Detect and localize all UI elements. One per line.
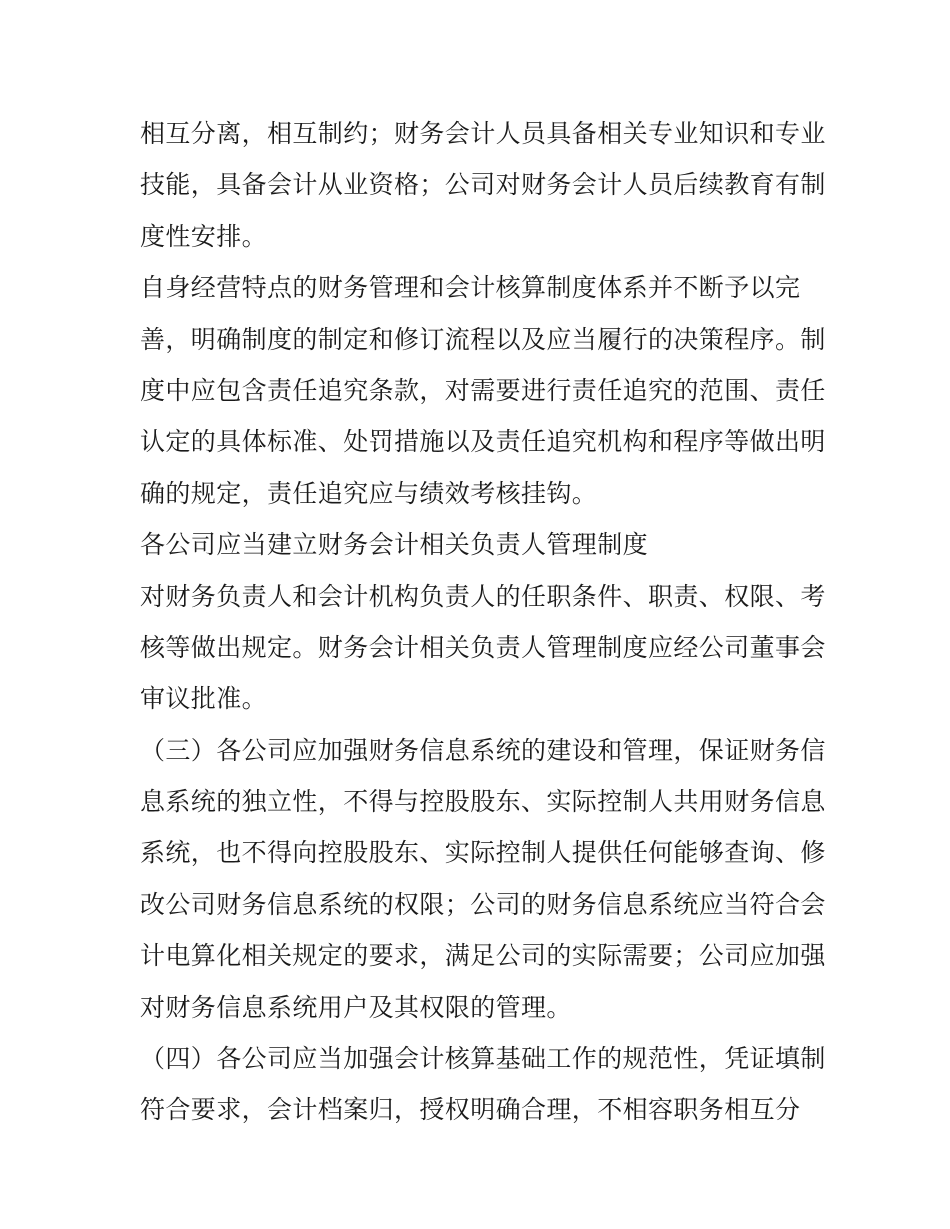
text-line: （三）各公司应加强财务信息系统的建设和管理，保证财务信 (140, 735, 826, 765)
text-line: 计电算化相关规定的要求，满足公司的实际需要；公司应加强 (140, 941, 826, 971)
text-line: 对财务负责人和会计机构负责人的任职条件、职责、权限、考 (140, 581, 826, 611)
text-line: 认定的具体标准、处罚措施以及责任追究机构和程序等做出明 (140, 427, 826, 457)
text-line: 技能，具备会计从业资格；公司对财务会计人员后续教育有制 (140, 170, 826, 200)
text-line: 相互分离，相互制约；财务会计人员具备相关专业知识和专业 (140, 119, 826, 148)
text-line: 核等做出规定。财务会计相关负责人管理制度应经公司董事会 (140, 632, 826, 662)
text-line: 符合要求，会计档案归，授权明确合理，不相容职务相互分 (140, 1095, 801, 1125)
text-line: 系统，也不得向控股股东、实际控制人提供任何能够查询、修 (140, 838, 826, 868)
section-heading: 各公司应当建立财务会计相关负责人管理制度 (140, 530, 649, 560)
text-line: 对财务信息系统用户及其权限的管理。 (140, 992, 572, 1022)
text-line: 度性安排。 (140, 221, 268, 251)
document-body (140, 108, 830, 1136)
text-line: （四）各公司应当加强会计核算基础工作的规范性，凭证填制 (140, 1044, 826, 1074)
text-line: 善，明确制度的制定和修订流程以及应当履行的决策程序。制 (140, 324, 826, 354)
text-line: 度中应包含责任追究条款，对需要进行责任追究的范围、责任 (140, 375, 826, 405)
text-line: 确的规定，责任追究应与绩效考核挂钩。 (140, 478, 598, 508)
text-line: 自身经营特点的财务管理和会计核算制度体系并不断予以完 (140, 273, 801, 303)
text-line: 息系统的独立性，不得与控股股东、实际控制人共用财务信息 (140, 787, 826, 817)
text-line: 改公司财务信息系统的权限；公司的财务信息系统应当符合会 (140, 889, 826, 919)
text-line: 审议批准。 (140, 684, 268, 714)
